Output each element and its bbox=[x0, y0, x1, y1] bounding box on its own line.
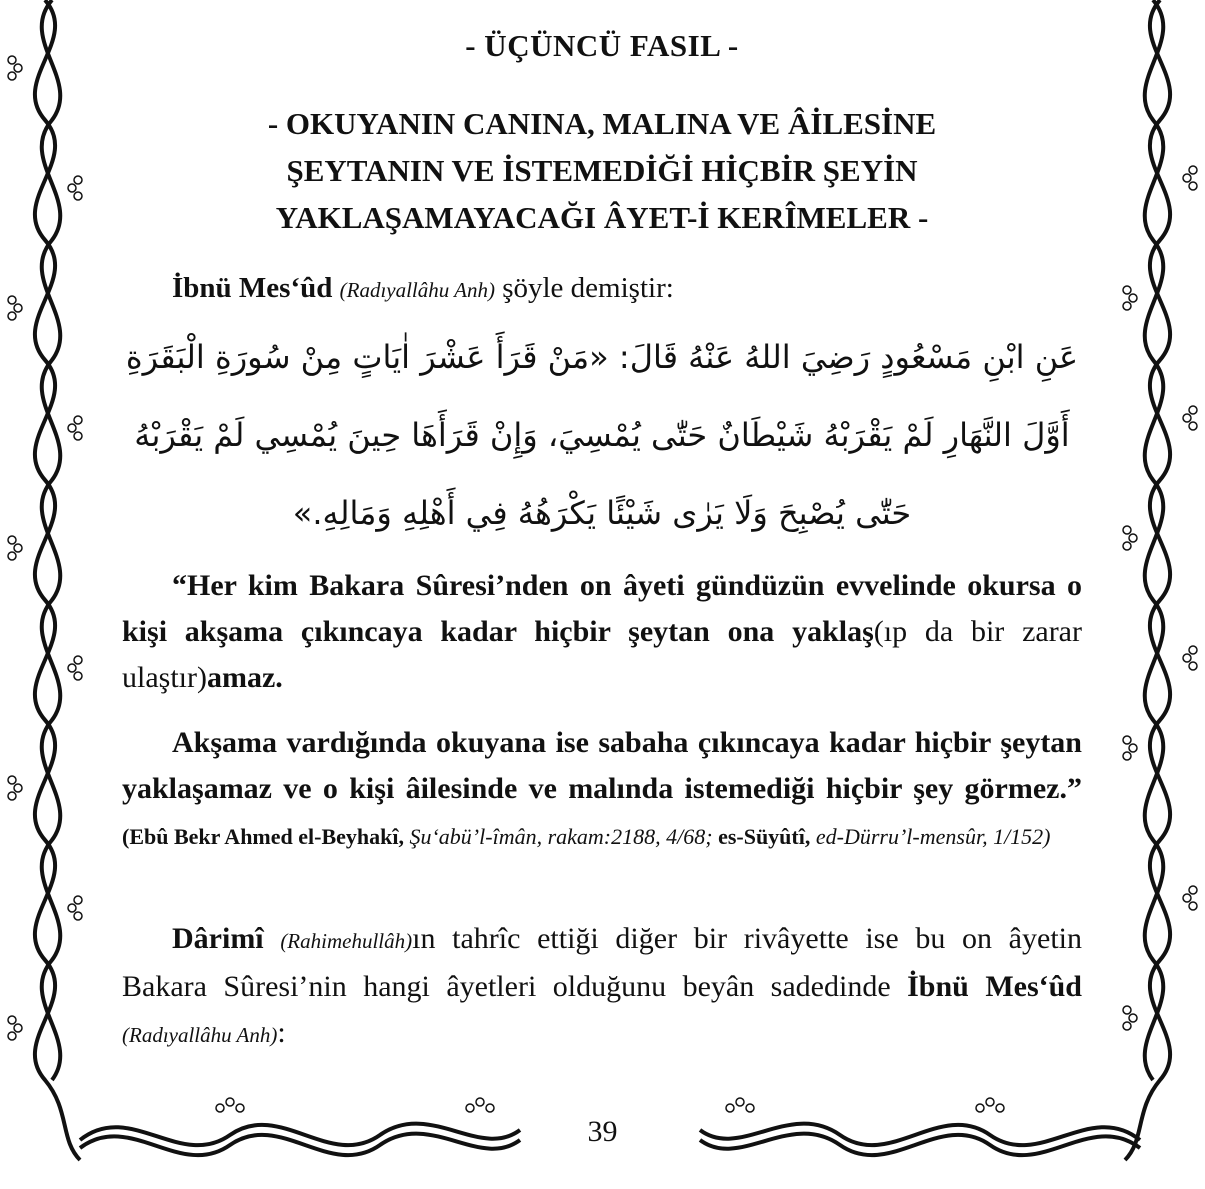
honorific-2: (Radıyallâhu Anh) bbox=[122, 1023, 278, 1047]
intro-line bbox=[172, 268, 1072, 310]
citation bbox=[122, 824, 1051, 849]
chapter-title: - ÜÇÜNCÜ FASIL - bbox=[465, 28, 739, 63]
right-ornamental-border bbox=[1115, 0, 1205, 1189]
translation-paragraph-1 bbox=[122, 563, 1082, 701]
translation-paragraph-2 bbox=[122, 720, 1082, 858]
honorific: (Rahimehullâh) bbox=[280, 929, 413, 953]
section-title-line: YAKLAŞAMAYACAĞI ÂYET-İ KERÎMELER - bbox=[275, 200, 929, 235]
cite-work-1: Şu‘abü’l-îmân, rakam:2188, 4/68; bbox=[409, 824, 713, 849]
narrator-name-2: İbnü Mes‘ûd bbox=[907, 970, 1082, 1003]
p2-bold: Akşama vardığında okuyana ise sabaha çıkıncaya kadar hiçbir şeytan yaklaşamaz ve o kişi âilesinde ve malında istemediği hiçbir şey görmez.” bbox=[122, 726, 1082, 805]
narrator-name: İbnü Mes‘ûd bbox=[172, 272, 333, 304]
cite-author-1: Ebû Bekr Ahmed el-Beyhakî, bbox=[129, 824, 404, 849]
p3-text-1: ın tahrîc ettiği diğer bir rivâyette ise bu on âyetin Bakara Sûresi’nin hangi âyetleri olduğunu beyân sadedinde bbox=[122, 922, 1082, 1003]
arabic-line: حَتّٰى يُصْبِحَ وَلَا يَرٰى شَيْئًا يَكْرَهُهُ فِي أَهْلِهِ وَمَالِهِ.» bbox=[292, 494, 912, 532]
intro-text: şöyle demiştir: bbox=[502, 272, 674, 304]
darimi-name: Dârimî bbox=[172, 922, 264, 955]
arabic-hadith bbox=[122, 318, 1082, 552]
cite-open: ( bbox=[122, 824, 130, 849]
cite-author-2: es-Süyûtî, bbox=[718, 824, 811, 849]
p3-text-2: : bbox=[277, 1016, 286, 1049]
cite-work-2: ed-Dürru’l-mensûr, 1/152) bbox=[815, 824, 1051, 849]
p1-light: (ıp da bir zarar ulaştır) bbox=[122, 615, 1082, 694]
section-title bbox=[122, 100, 1082, 241]
paragraph-3 bbox=[122, 916, 1082, 1058]
p1-bold-start: “Her kim Bakara Sûresi’nden on âyeti gündüzün evvelinde okursa o kişi akşama çıkıncaya kadar hiçbir şeytan ona yaklaş bbox=[122, 569, 1082, 648]
section-title-line: ŞEYTANIN VE İSTEMEDİĞİ HİÇBİR ŞEYİN bbox=[286, 153, 918, 188]
arabic-line: أَوَّلَ النَّهَارِ لَمْ يَقْرَبْهُ شَيْطَانٌ حَتّٰى يُمْسِيَ، وَإِنْ قَرَأَهَا حِينَ يُمْسِي لَمْ يَقْرَبْهُ bbox=[134, 416, 1070, 454]
arabic-line: عَنِ ابْنِ مَسْعُودٍ رَضِيَ اللهُ عَنْهُ قَالَ: «مَنْ قَرَأَ عَشْرَ اٰيَاتٍ مِنْ سُورَةِ الْبَقَرَةِ bbox=[125, 338, 1079, 376]
p1-bold-end: amaz. bbox=[206, 661, 283, 694]
left-ornamental-border bbox=[0, 0, 90, 1189]
section-title-line: - OKUYANIN CANINA, MALINA VE ÂİLESİNE bbox=[267, 106, 937, 141]
honorific: (Radıyallâhu Anh) bbox=[339, 278, 495, 302]
page-number: 39 bbox=[587, 1115, 618, 1148]
